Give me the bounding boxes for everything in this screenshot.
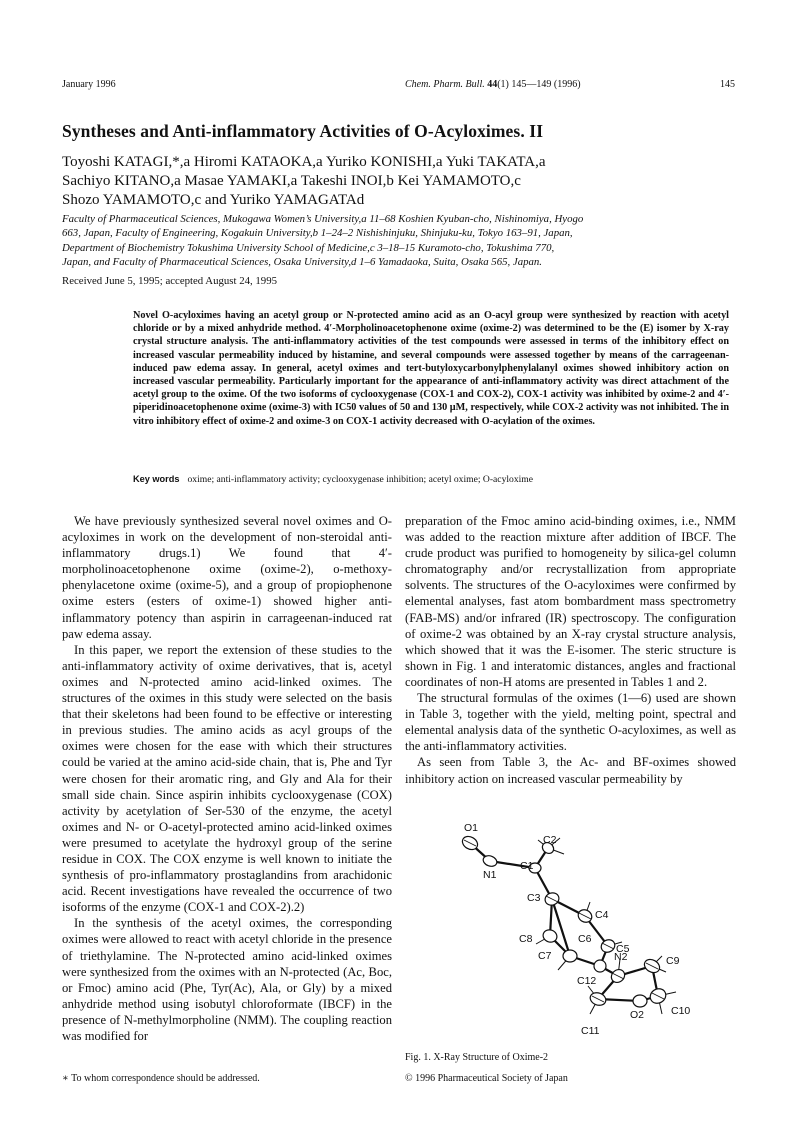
atom-label: C10 [671,1005,691,1017]
affiliation-line: 663, Japan, Faculty of Engineering, Kogakuin University,b 1–24–2 Nishishinjuku, Shinjuku-ku, Tokyo 163–91, Japan, [62,227,573,240]
atom-label: C5 [616,943,630,955]
atom-label: N1 [483,869,497,881]
affiliation-line: Department of Biochemistry Tokushima University School of Medicine,c 3–18–15 Kuramoto-cho, Tokushima 770, [62,241,555,254]
header-journal [405,79,581,90]
author-list [62,153,742,210]
hydrogen-bonds [536,838,676,1014]
body-paragraph: We have previously synthesized several novel oximes and O-acyloximes in work on the development of non-steroidal anti-inflammatory drugs.1) We found that 4′-morpholinoacetophenone oxime (oxime-2), o-methoxy-phenylacetone oxime (oxime-5), and a group of propiophenone oxime esters (esters of oxime-1) showed higher anti-inflammatory potency than aspirin in carrageenan-induced rat paw edema assay. [62,514,392,641]
body-paragraph: As seen from Table 3, the Ac- and BF-oximes showed inhibitory action on increased vascular permeability by [405,755,736,786]
body-paragraph: The structural formulas of the oximes (1—6) used are shown in Table 3, together with the yield, melting point, spectral and elemental analysis data of the synthetic O-acyloximes, as well as the anti-inflammatory activities. [405,691,736,754]
paper-title: Syntheses and Anti-inflammatory Activities of O-Acyloximes. II [62,121,544,141]
figure-caption: Fig. 1. X-Ray Structure of Oxime-2 [405,1052,549,1063]
abstract: Novel O-acyloximes having an acetyl group or N-protected amino acid as an O-acyl group were synthesized by reaction with acetyl chloride or by a mixed anhydride method. 4′-Morpholinoacetophenone oxime (oxime-2) was determined to be the (E) isomer by X-ray crystal structure analysis. The anti-inflammatory activities of the test compounds were assessed in terms of the inhibitory effect on increased vascular permeability induced by histamine, and several compounds were assessed together by means of the carrageenan-induced paw edema assay. In general, acetyl oximes and tert-butyloxycarbonylphenylalanyl oximes showed inhibitory action on increased vascular permeability. Particularly important for the appearance of anti-inflammatory activity was direct attachment of the acetyl group to the oxime. Of the two isoforms of cyclooxygenase (COX-1 and COX-2), COX-1 activity was inhibited by oxime-2 and 4′-piperidinoacetophenone oxime (oxime-3) with IC50 values of 50 and 130 µM, respectively, while COX-2 activity was not inhibited. The in vitro inhibitory effect of oxime-2 and oxime-3 on COX-1 activity decreased with O-acylation of the oximes. [133,310,729,427]
body-paragraph: In the synthesis of the acetyl oximes, the corresponding oximes were allowed to react with acetyl chloride in the presence of triethylamine. The N-protected amino acid-linked oximes were synthesized from the oximes with an N-protected (Ac, Boc, or Fmoc) amino acid (Phe, Tyr(Ac), Ala, or Gly) by a mixed anhydride method using isobutyl chloroformate (IBCF) in the presence of N-methylmorpholine (NMM). The coupling reaction was modified for [62,916,392,1043]
author-line: Sachiyo KITANO,a Masae YAMAKI,a Takeshi INOI,b Kei YAMAMOTO,c [62,173,521,189]
atom-label: C6 [578,933,592,945]
body-column-right [405,513,736,787]
correspondence-footnote: ∗ To whom correspondence should be addressed. [62,1073,260,1084]
keywords [133,474,733,485]
atom-label: C11 [581,1025,600,1037]
atom-label: C12 [577,975,597,987]
body-paragraph: preparation of the Fmoc amino acid-binding oximes, i.e., NMM was added to the reaction mixture after addition of IBCF. The crude product was purified to homogeneity by silica-gel column chromatography and/or recrystallization from appropriate solvents. The structures of the O-acyloximes were confirmed by elemental analyses, fast atom bombardment mass spectrometry (FAB-MS) and/or infrared (IR) spectroscopy. The configuration of oxime-2 was obtained by an X-ray crystal structure analysis, which showed that it was the E-isomer. The steric structure is shown in Fig. 1 and interatomic distances, angles and fractional coordinates of non-H atoms are presented in Tables 1 and 2. [405,514,736,689]
atom-label: C4 [595,909,609,921]
atom-label: C9 [666,955,680,967]
body-paragraph: In this paper, we report the extension of these studies to the anti-inflammatory activity of oxime derivatives, that is, acetyl oximes and N-protected amino acid-linked oximes. The structures of the oximes in this study were selected on the basis that their skeletons had been found to be effective or interesting in previous studies. The amino acids as acyl groups of the oximes were chosen for the ease with which their structures could be varied at the amino acid-side chain, that is, Phe and Tyr were chosen for their aromatic ring, and Gly and Ala for their small side chain. Since aspirin inhibits cyclooxygenase (COX) activity by acetylation of Ser-530 of the enzyme, the acetyl oximes and N- or O-acetyl-protected amino acid-linked oximes were presumed to acetylate the hydroxyl group of the serine residue in COX. The COX enzyme is well known to initiate the synthesis of pro-inflammatory prostaglandins from arachidonic acid. Recent investigations have revealed the occurrence of two isoforms of the enzyme (COX-1 and COX-2).2) [62,642,392,915]
header-date: January 1996 [62,79,116,90]
keywords-label: Key words [133,474,180,484]
atom-labels [464,822,690,1037]
atom-label: C1 [520,860,534,872]
journal-volume: 44 [487,79,498,90]
keywords-text: oxime; anti-inflammatory activity; cyclooxygenase inhibition; acetyl oxime; O-acyloxime [187,474,534,485]
copyright-notice: © 1996 Pharmaceutical Society of Japan [405,1073,568,1084]
body-column-left [62,513,392,1044]
xray-structure-figure [440,816,720,1046]
bonds [470,843,658,1001]
atom-ellipsoids [460,834,668,1008]
journal-issue-pages: (1) 145—149 (1996) [497,79,581,90]
atom-label: O1 [464,822,479,834]
author-line: Shozo YAMAMOTO,c and Yuriko YAMAGATAd [62,192,365,208]
xray-structure-drawing [440,816,720,1046]
author-line: Toyoshi KATAGI,*,a Hiromi KATAOKA,a Yuriko KONISHI,a Yuki TAKATA,a [62,154,546,170]
atom-label: C7 [538,950,552,962]
journal-name: Chem. Pharm. Bull. [405,79,485,90]
atom-label: N2 [614,951,628,963]
affiliation-line: Faculty of Pharmaceutical Sciences, Mukogawa Women’s University,a 11–68 Koshien Kyuban-cho, Nishinomiya, Hyogo [62,213,584,225]
atom-label: C8 [519,933,533,945]
affiliation-line: Japan, and Faculty of Pharmaceutical Sciences, Osaka University,d 1–6 Yamadaoka, Suita, Osaka 565, Japan. [62,256,542,269]
atom-label: C3 [527,892,541,904]
header-page-number: 145 [720,79,735,90]
atom-label: O2 [630,1009,645,1021]
atom-label: C2 [543,834,557,846]
received-dates: Received June 5, 1995; accepted August 24, 1995 [62,275,277,287]
affiliations [62,212,742,270]
